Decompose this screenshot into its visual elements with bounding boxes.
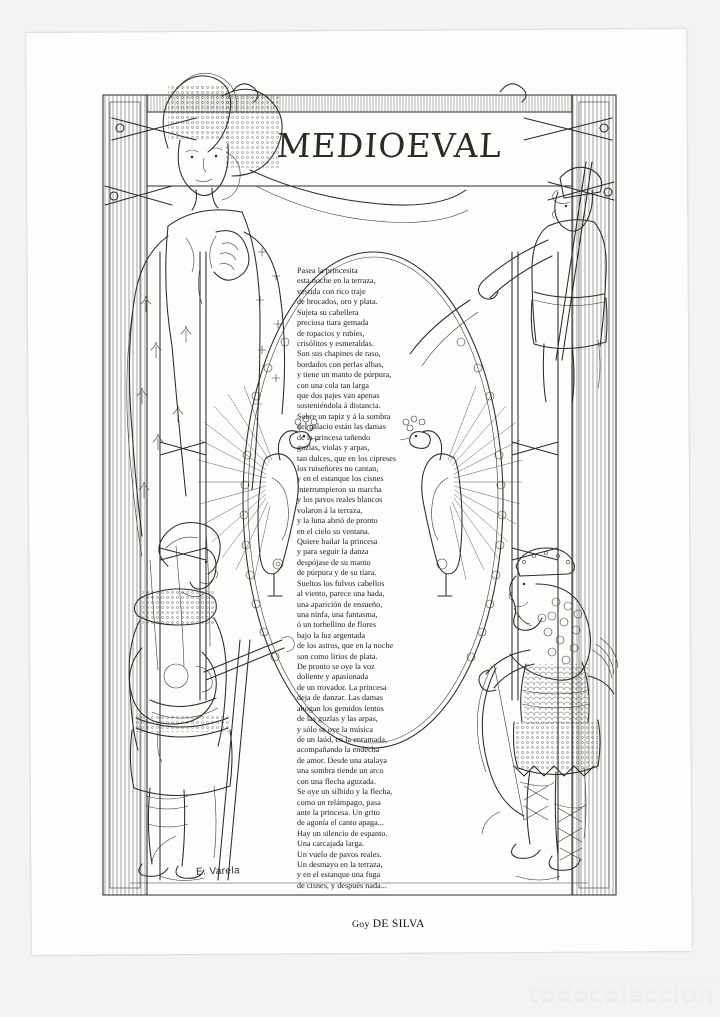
poem-line: de un laúd, en la enramada, bbox=[297, 734, 388, 744]
poem-line: y en el estanque una fuga bbox=[297, 870, 381, 880]
poem-line: que dos pajes van apenas bbox=[297, 391, 380, 401]
poem-line: sosteniéndola á distancia. bbox=[297, 401, 381, 411]
poem-line: una aparición de ensueño, bbox=[297, 599, 383, 609]
illustrator-signature: E. Varela bbox=[195, 865, 241, 878]
poem-line: de púrpura y de su tiara. bbox=[297, 568, 377, 578]
poem-line: y tiene un manto de púrpura, bbox=[297, 370, 392, 380]
attribution-prefix: Goy bbox=[352, 919, 370, 930]
page-title: MEDIOEVAL bbox=[275, 126, 503, 165]
poem-line: Hay un silencio de espanto. bbox=[297, 828, 388, 838]
poem-line: volaron á la terraza, bbox=[297, 505, 363, 515]
poem-line: y en el estanque los cisnes bbox=[297, 474, 384, 484]
poem-line: y los pavos reales blancos bbox=[297, 495, 383, 505]
poem-line: Pasea la princesita bbox=[297, 266, 358, 275]
poem-line: Quiere bailar la princesa bbox=[297, 536, 378, 546]
poem-line: esta noche en la terraza, bbox=[297, 276, 376, 286]
poem-line: una ninfa, una fantasma, bbox=[297, 609, 378, 619]
poem-line: Sujeta su cabellera bbox=[297, 307, 359, 317]
poem-line: Una carcajada larga. bbox=[297, 839, 365, 849]
poem-line: Sobre un tapiz y á la sombra bbox=[297, 411, 391, 421]
poem-line: De pronto se oye la voz bbox=[297, 662, 375, 672]
poem-line: de agonía el canto apaga... bbox=[297, 818, 384, 828]
poem-line: como un relámpago, pasa bbox=[297, 797, 381, 807]
troubadour-figure bbox=[129, 523, 294, 881]
poem-line: Son sus chapines de raso, bbox=[297, 349, 381, 359]
poem-line: bordados con perlas albas, bbox=[297, 359, 384, 369]
poem-line: bajo la luz argentada bbox=[297, 630, 366, 640]
poem-line: Sueltos los fulvos cabellos bbox=[297, 578, 385, 588]
poem-line: del palacio están las damas bbox=[297, 422, 386, 432]
poem-line: preciosa tiara gemada bbox=[297, 318, 369, 328]
poem-line: doliente y apasionada bbox=[297, 672, 369, 682]
poem-line: despójase de su manto bbox=[297, 557, 371, 567]
watermark-text: todocoleccion bbox=[528, 981, 714, 1007]
poem-line: de topacios y rubíes, bbox=[297, 328, 365, 338]
poem-line: Un vuelo de pavos reales. bbox=[297, 849, 382, 859]
poem-line: Un desmayo en la terraza, bbox=[297, 860, 383, 870]
poem-line: de un trovador. La princesa bbox=[297, 682, 387, 692]
attribution-name: DE SILVA bbox=[372, 918, 425, 930]
poem-line: interrumpieron su marcha bbox=[297, 484, 382, 494]
poem-line: los ruiseñores no cantan, bbox=[297, 464, 379, 474]
poem-text bbox=[297, 266, 449, 891]
poem-line: ahogan los gemidos lentos bbox=[297, 703, 384, 713]
poem-line: de cisnes, y después nada... bbox=[297, 880, 387, 890]
poem-line: de amor. Desde una atalaya bbox=[297, 755, 388, 765]
poem-line: con una cola tan larga bbox=[297, 380, 369, 390]
poem-line: con una flecha aguzada. bbox=[297, 776, 376, 786]
poem-line: crisólitos y esmeraldas. bbox=[297, 338, 374, 348]
author-attribution bbox=[352, 918, 472, 930]
poem-line: tan dulces, que en los cipreses bbox=[297, 453, 397, 463]
poem-line: y para seguir la danza bbox=[297, 547, 369, 557]
poem-line: guzlas, violas y arpas, bbox=[297, 443, 370, 453]
poem-line: acompañando la endecha bbox=[297, 745, 380, 755]
poem-line: de brocados, oro y plata. bbox=[297, 297, 378, 307]
poem-line: Se oye un silbido y la flecha, bbox=[297, 787, 393, 797]
poem-line: de la princesa tañendo bbox=[297, 432, 371, 442]
poem-line: de los astros, que en la noche bbox=[297, 641, 394, 651]
poem-line: deja de danzar. Las damas bbox=[297, 693, 383, 703]
poem-line: de las guzlas y las arpas, bbox=[297, 714, 378, 724]
poem-line: ó un torbellino de flores bbox=[297, 620, 377, 630]
poem-line: al viento, parece una hada, bbox=[297, 589, 385, 599]
poem-line: vestida con rico traje bbox=[297, 286, 366, 296]
poem-line: y la luna abrió de pronto bbox=[297, 516, 378, 526]
poem-line: y sólo se oye la música bbox=[297, 724, 374, 734]
poem-line: una sombra tiende un arco bbox=[297, 766, 384, 776]
poem-line: ante la princesa. Un grito bbox=[297, 807, 380, 817]
poem-line: son como lirios de plata. bbox=[297, 651, 378, 661]
poem-line: en el cielo su ventana. bbox=[297, 526, 370, 536]
